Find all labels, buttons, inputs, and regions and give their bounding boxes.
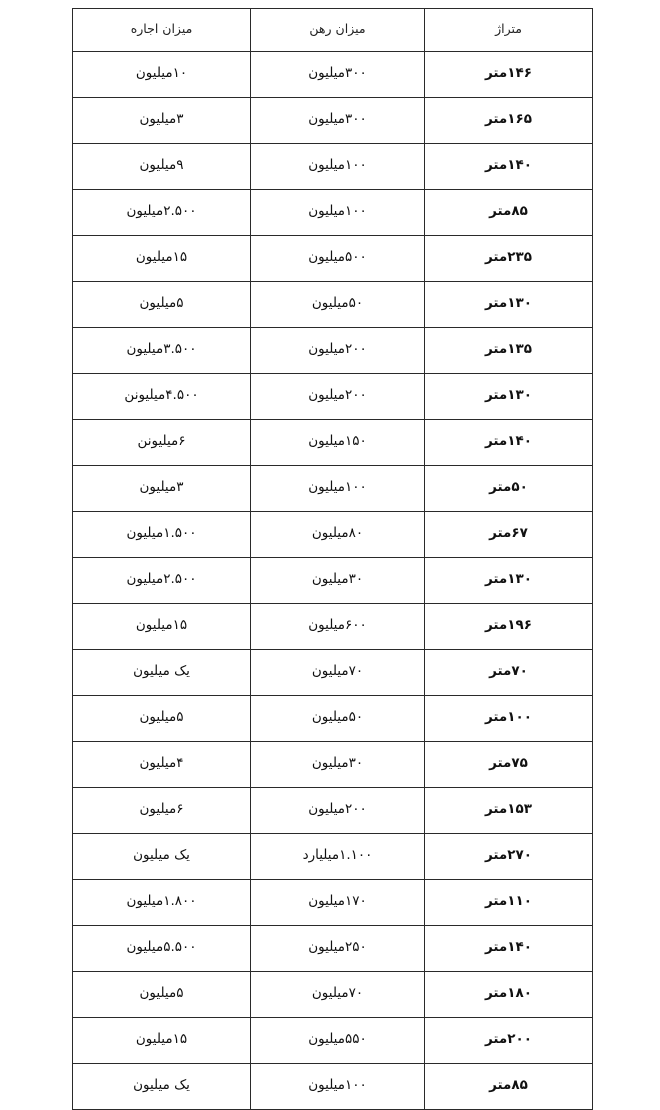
area-cell: ۱۴۰متر	[425, 926, 593, 972]
area-cell: ۱۵۳متر	[425, 788, 593, 834]
rent-cell: ۱۵میلیون	[73, 1018, 251, 1064]
rent-cell: ۵.۵۰۰میلیون	[73, 926, 251, 972]
table-row	[73, 466, 593, 512]
area-cell: ۱۳۵متر	[425, 328, 593, 374]
table-row	[73, 98, 593, 144]
area-cell: ۷۵متر	[425, 742, 593, 788]
mortgage-cell: ۳۰۰میلیون	[251, 52, 425, 98]
mortgage-cell: ۱۵۰میلیون	[251, 420, 425, 466]
table-row	[73, 190, 593, 236]
rent-cell: ۵میلیون	[73, 696, 251, 742]
rent-cell: یک میلیون	[73, 650, 251, 696]
table-row	[73, 880, 593, 926]
table-row	[73, 1018, 593, 1064]
mortgage-cell: ۵۰میلیون	[251, 282, 425, 328]
mortgage-cell: ۵۰۰میلیون	[251, 236, 425, 282]
mortgage-cell: ۱.۱۰۰میلیارد	[251, 834, 425, 880]
table-row	[73, 558, 593, 604]
rent-cell: ۱۰میلیون	[73, 52, 251, 98]
header-mortgage: میزان رهن	[251, 9, 425, 52]
rent-cell: ۳.۵۰۰میلیون	[73, 328, 251, 374]
area-cell: ۱۴۰متر	[425, 144, 593, 190]
table-row	[73, 926, 593, 972]
mortgage-cell: ۵۰میلیون	[251, 696, 425, 742]
rent-cell: ۳میلیون	[73, 98, 251, 144]
rent-cell: ۱.۵۰۰میلیون	[73, 512, 251, 558]
area-cell: ۲۰۰متر	[425, 1018, 593, 1064]
mortgage-cell: ۱۰۰میلیون	[251, 1064, 425, 1110]
mortgage-cell: ۶۰۰میلیون	[251, 604, 425, 650]
area-cell: ۱۳۰متر	[425, 558, 593, 604]
mortgage-cell: ۲۰۰میلیون	[251, 374, 425, 420]
rent-cell: ۱۵میلیون	[73, 236, 251, 282]
area-cell: ۲۷۰متر	[425, 834, 593, 880]
table-row	[73, 52, 593, 98]
header-row	[73, 9, 593, 52]
mortgage-cell: ۵۵۰میلیون	[251, 1018, 425, 1064]
area-cell: ۸۵متر	[425, 190, 593, 236]
table-body	[73, 52, 593, 1110]
mortgage-cell: ۳۰میلیون	[251, 742, 425, 788]
rent-cell: یک میلیون	[73, 1064, 251, 1110]
table-row	[73, 144, 593, 190]
rent-cell: ۵میلیون	[73, 282, 251, 328]
table-row	[73, 696, 593, 742]
rent-cell: ۹میلیون	[73, 144, 251, 190]
mortgage-cell: ۳۰میلیون	[251, 558, 425, 604]
mortgage-cell: ۱۷۰میلیون	[251, 880, 425, 926]
rent-cell: ۴میلیون	[73, 742, 251, 788]
mortgage-cell: ۱۰۰میلیون	[251, 466, 425, 512]
rent-cell: ۶میلیونن	[73, 420, 251, 466]
mortgage-cell: ۲۰۰میلیون	[251, 788, 425, 834]
mortgage-cell: ۲۰۰میلیون	[251, 328, 425, 374]
area-cell: ۸۵متر	[425, 1064, 593, 1110]
mortgage-cell: ۱۰۰میلیون	[251, 190, 425, 236]
header-rent: میزان اجاره	[73, 9, 251, 52]
area-cell: ۱۶۵متر	[425, 98, 593, 144]
mortgage-cell: ۷۰میلیون	[251, 650, 425, 696]
table-row	[73, 972, 593, 1018]
area-cell: ۱۰۰متر	[425, 696, 593, 742]
area-cell: ۱۳۰متر	[425, 374, 593, 420]
rent-cell: ۳میلیون	[73, 466, 251, 512]
rent-cell: ۴.۵۰۰میلیونن	[73, 374, 251, 420]
table-header	[73, 9, 593, 52]
table-row	[73, 512, 593, 558]
mortgage-cell: ۷۰میلیون	[251, 972, 425, 1018]
header-area: متراژ	[425, 9, 593, 52]
table-row	[73, 282, 593, 328]
rent-cell: ۶میلیون	[73, 788, 251, 834]
area-cell: ۶۷متر	[425, 512, 593, 558]
rent-cell: ۱.۸۰۰میلیون	[73, 880, 251, 926]
table-row	[73, 1064, 593, 1110]
area-cell: ۱۱۰متر	[425, 880, 593, 926]
mortgage-cell: ۱۰۰میلیون	[251, 144, 425, 190]
mortgage-cell: ۲۵۰میلیون	[251, 926, 425, 972]
area-cell: ۱۸۰متر	[425, 972, 593, 1018]
area-cell: ۷۰متر	[425, 650, 593, 696]
rent-cell: ۵میلیون	[73, 972, 251, 1018]
table-row	[73, 374, 593, 420]
area-cell: ۱۴۰متر	[425, 420, 593, 466]
area-cell: ۱۳۰متر	[425, 282, 593, 328]
listing-table	[72, 8, 593, 1110]
rent-cell: ۲.۵۰۰میلیون	[73, 190, 251, 236]
rent-cell: ۱۵میلیون	[73, 604, 251, 650]
area-cell: ۵۰متر	[425, 466, 593, 512]
table-row	[73, 742, 593, 788]
area-cell: ۱۴۶متر	[425, 52, 593, 98]
table-row	[73, 420, 593, 466]
area-cell: ۲۳۵متر	[425, 236, 593, 282]
table-row	[73, 236, 593, 282]
table-row	[73, 328, 593, 374]
table-row	[73, 834, 593, 880]
table-row	[73, 788, 593, 834]
mortgage-cell: ۸۰میلیون	[251, 512, 425, 558]
rent-cell: ۲.۵۰۰میلیون	[73, 558, 251, 604]
rent-cell: یک میلیون	[73, 834, 251, 880]
table-row	[73, 604, 593, 650]
table-row	[73, 650, 593, 696]
mortgage-cell: ۳۰۰میلیون	[251, 98, 425, 144]
area-cell: ۱۹۶متر	[425, 604, 593, 650]
